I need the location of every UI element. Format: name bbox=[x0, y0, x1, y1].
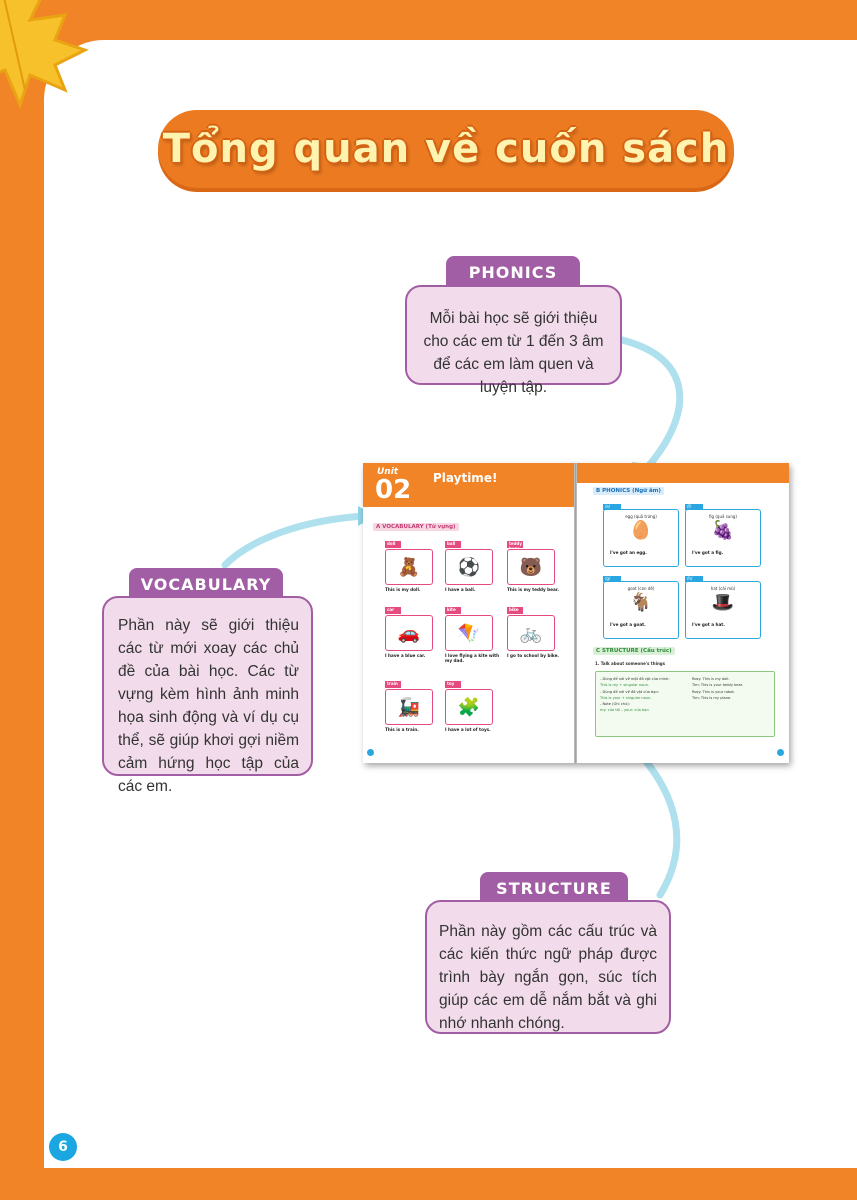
vocab-word: car bbox=[385, 607, 401, 614]
vocab-item bbox=[507, 541, 559, 603]
phonics-sound: /h/ bbox=[685, 576, 703, 582]
vocab-caption: This is a train. bbox=[385, 727, 419, 732]
phonics-section-label: B PHONICS (Ngữ âm) bbox=[593, 487, 664, 495]
vocab-word: toy bbox=[445, 681, 461, 688]
vocab-word: doll bbox=[385, 541, 401, 548]
structure-line: This is my + singular noun. bbox=[600, 683, 650, 688]
page-number: 6 bbox=[49, 1133, 77, 1161]
phonics-image: 🎩 bbox=[711, 592, 735, 613]
unit-word: Unit bbox=[377, 467, 399, 477]
vocab-caption: I have a lot of toys. bbox=[445, 727, 491, 732]
phonics-item bbox=[603, 576, 679, 639]
phonics-image: 🐐 bbox=[629, 592, 653, 613]
vocab-image: 🪁 bbox=[445, 615, 493, 651]
structure-card: Phần này gồm các cấu trúc và các kiến thức ngữ pháp được trình bày ngắn gọn, súc tích giúp các em dễ nắm bắt và ghi nhớ nhanh chóng. bbox=[425, 900, 671, 1034]
phonics-image: 🥚 bbox=[629, 520, 653, 541]
unit-header bbox=[363, 463, 575, 507]
vocabulary-tag: VOCABULARY bbox=[129, 568, 283, 600]
phonics-image: 🍇 bbox=[711, 520, 735, 541]
vocab-item bbox=[385, 541, 433, 603]
structure-tag: STRUCTURE bbox=[480, 872, 628, 904]
vocab-caption: I have a ball. bbox=[445, 587, 476, 592]
structure-line: - Note (Ghi chú): bbox=[600, 702, 630, 707]
vocab-caption: I love flying a kite with my dad. bbox=[445, 653, 500, 663]
phonics-tag: PHONICS bbox=[446, 256, 580, 288]
vocab-image: 🐻 bbox=[507, 549, 555, 585]
vocab-item bbox=[385, 681, 433, 743]
vocab-word: ball bbox=[445, 541, 461, 548]
structure-right-col bbox=[692, 676, 772, 701]
vocabulary-card: Phần này sẽ giới thiệu các từ mới xoay các chủ đề của bài học. Các từ vựng kèm hình ảnh minh họa sinh động và ví dụ cụ thể, sẽ giúp khơi gợi niềm cảm hứng học tập của các em. bbox=[102, 596, 313, 776]
structure-line: my: của tôi – your: của bạn bbox=[600, 708, 649, 713]
book-spread-image bbox=[363, 463, 789, 763]
structure-box bbox=[595, 671, 775, 737]
unit-title: Playtime! bbox=[433, 471, 498, 485]
structure-intro: 1. Talk about someone's things bbox=[595, 661, 666, 666]
phonics-sentence: I've got a hat. bbox=[692, 622, 725, 627]
vocab-image: ⚽ bbox=[445, 549, 493, 585]
title-banner bbox=[158, 110, 734, 188]
vocabulary-section-label: A VOCABULARY (Từ vựng) bbox=[373, 523, 459, 531]
structure-line: Rosy: This is my doll. bbox=[692, 677, 730, 681]
vocab-image: 🧸 bbox=[385, 549, 433, 585]
phonics-sound: /e/ bbox=[603, 504, 621, 510]
phonics-item bbox=[685, 576, 761, 639]
maple-leaf-decoration bbox=[0, 0, 140, 110]
phonics-card: Mỗi bài học sẽ giới thiệu cho các em từ 1 đến 3 âm để các em làm quen và luyện tập. bbox=[405, 285, 622, 385]
vocab-caption: This is my doll. bbox=[385, 587, 421, 592]
vocab-caption: I have a blue car. bbox=[385, 653, 426, 658]
vocab-image: 🧩 bbox=[445, 689, 493, 725]
vocab-item bbox=[507, 607, 560, 669]
phonics-item bbox=[603, 504, 679, 567]
book-left-page bbox=[363, 463, 575, 763]
phonics-sentence: I've got a fig. bbox=[692, 550, 724, 555]
right-page-header bbox=[577, 463, 789, 483]
vocab-word: teddy bear bbox=[509, 541, 522, 551]
structure-line: - Dùng để nói về đồ vật của bạn: bbox=[600, 689, 659, 694]
book-right-page bbox=[577, 463, 789, 763]
phonics-word: fig (quả sung) bbox=[709, 514, 737, 519]
unit-number: 02 bbox=[375, 475, 412, 505]
structure-line: Rosy: This is your robot. bbox=[692, 689, 735, 694]
vocab-word: train bbox=[385, 681, 401, 688]
structure-line: This is your + singular noun. bbox=[600, 695, 652, 700]
vocab-word: kite bbox=[445, 607, 461, 614]
vocab-image: 🚗 bbox=[385, 615, 433, 651]
phonics-word: goat (con dê) bbox=[627, 586, 655, 591]
phonics-sound: /g/ bbox=[603, 576, 621, 582]
structure-left-col bbox=[600, 676, 686, 714]
phonics-sound: /f/ bbox=[685, 504, 703, 510]
vocab-item bbox=[445, 681, 493, 743]
book-page-dot-left bbox=[367, 749, 374, 756]
vocab-item bbox=[385, 607, 433, 669]
vocab-image: 🚲 bbox=[507, 615, 555, 651]
vocab-image: 🚂 bbox=[385, 689, 433, 725]
phonics-item bbox=[685, 504, 761, 567]
phonics-word: hat (cái mũ) bbox=[710, 586, 736, 591]
structure-line: Tim: This is your teddy bear. bbox=[692, 683, 744, 688]
vocab-item bbox=[445, 607, 500, 669]
phonics-word: egg (quả trứng) bbox=[625, 514, 657, 519]
phonics-sentence: I've got a goat. bbox=[610, 622, 646, 627]
bottom-band bbox=[0, 1168, 857, 1200]
structure-line: Tim: This is my plane. bbox=[692, 695, 732, 700]
book-page-dot-right bbox=[777, 749, 784, 756]
structure-line: - Dùng để nói về một đồ vật của mình: bbox=[600, 677, 670, 681]
vocab-caption: I go to school by bike. bbox=[507, 653, 560, 658]
structure-section-label: C STRUCTURE (Cấu trúc) bbox=[593, 647, 675, 655]
vocab-item bbox=[445, 541, 493, 603]
vocab-word: bike bbox=[507, 607, 523, 614]
page-title: Tổng quan về cuốn sách bbox=[162, 126, 730, 172]
phonics-sentence: I've got an egg. bbox=[610, 550, 647, 555]
vocab-caption: This is my teddy bear. bbox=[507, 587, 559, 592]
